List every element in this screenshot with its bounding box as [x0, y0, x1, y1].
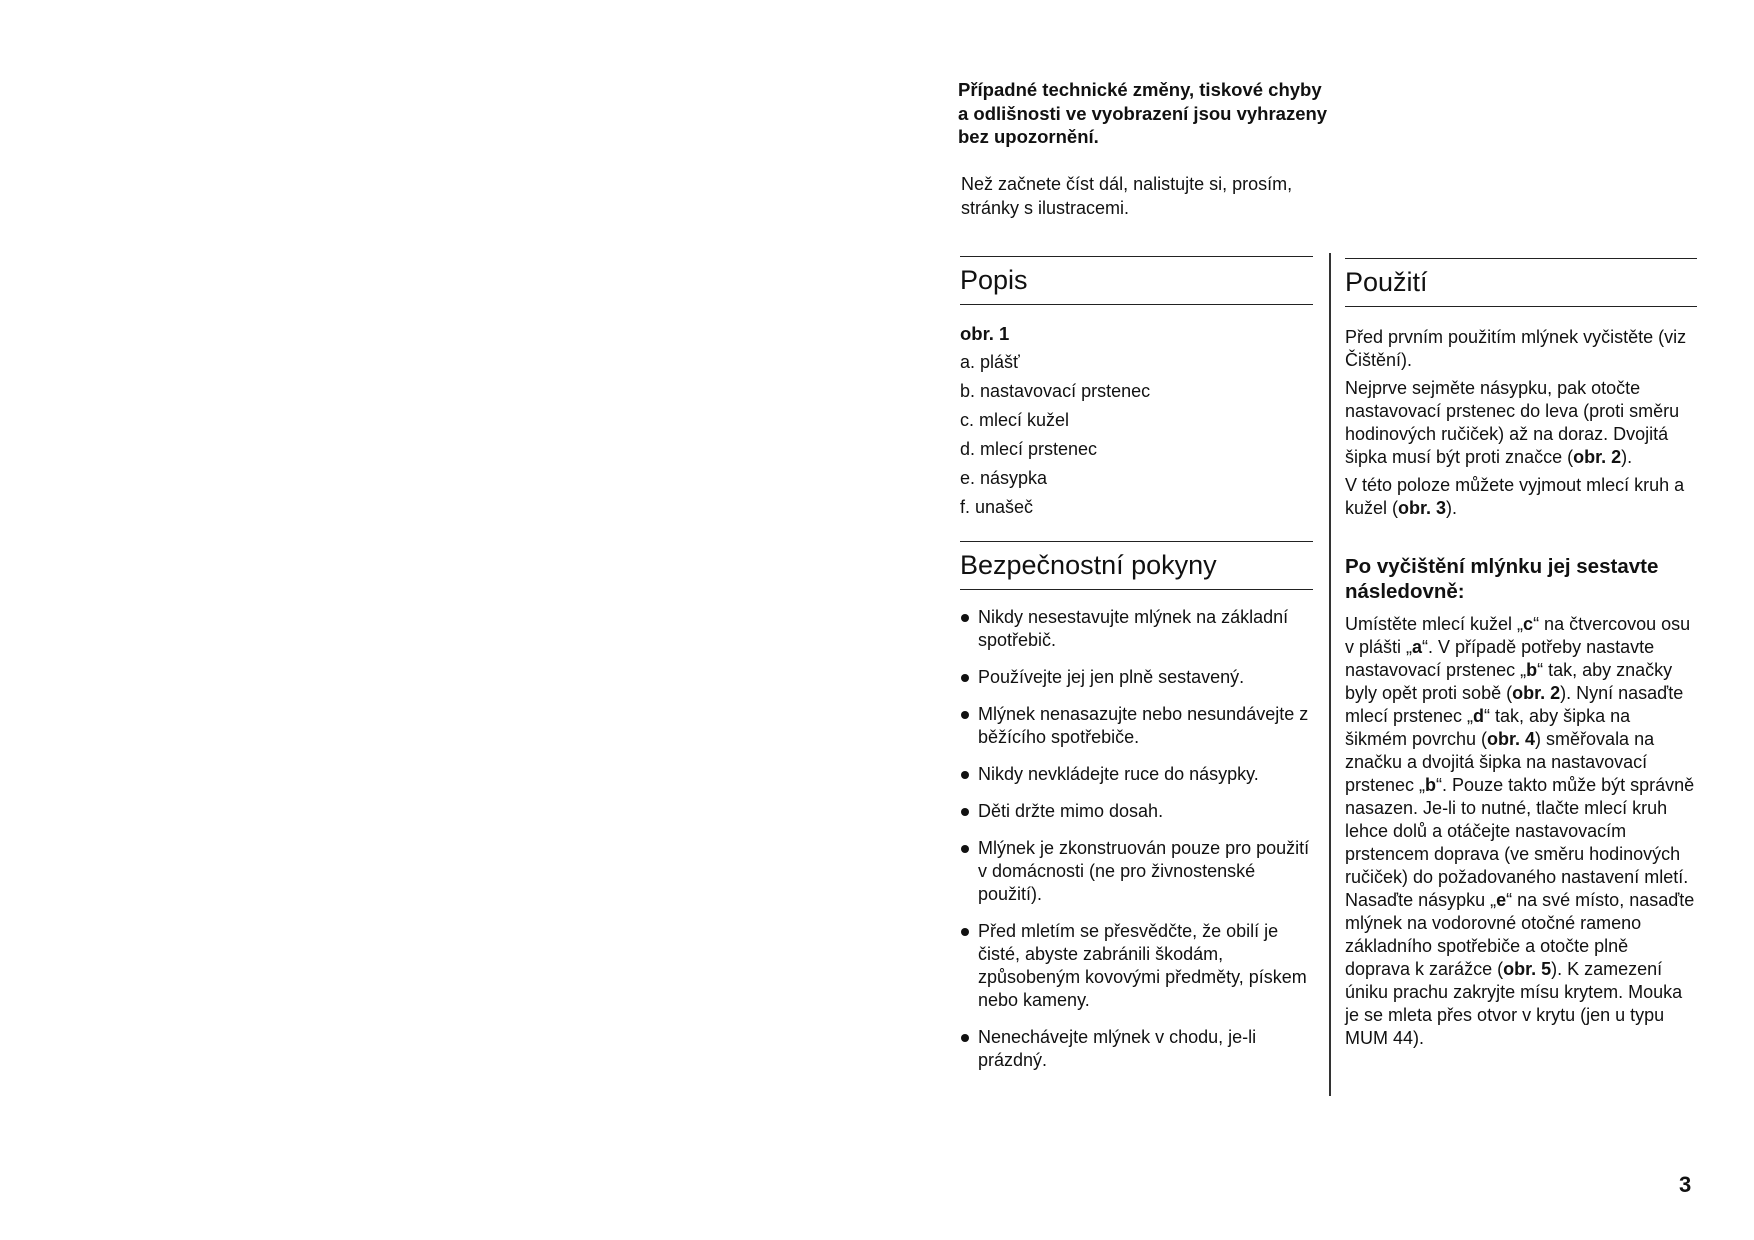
part-ref: e: [1496, 890, 1507, 910]
usage-paragraph-3: V této poloze můžete vyjmout mlecí kruh a kužel (obr. 3).: [1345, 475, 1685, 518]
figure-ref: obr. 5: [1503, 959, 1552, 979]
part-item: f. unašeč: [960, 497, 1034, 517]
right-column: [1345, 258, 1697, 1050]
safety-item-text: Mlýnek je zkonstruován pouze pro použití v domácnosti (ne pro živnostenské použití).: [978, 838, 1310, 904]
part-ref: d: [1473, 706, 1485, 726]
bullet-icon: [961, 808, 969, 816]
safety-item-text: Nikdy nesestavujte mlýnek na základní spotřebič.: [978, 607, 1289, 650]
part-item: c. mlecí kužel: [960, 410, 1070, 430]
part-ref: a: [1412, 637, 1423, 657]
bullet-icon: [961, 928, 969, 936]
bullet-icon: [961, 1034, 969, 1042]
usage-paragraph-2: Nejprve sejměte násypku, pak otočte nastavovací prstenec do leva (proti směru hodinových ručiček) až na doraz. Dvojitá šipka musí být proti značce (obr. 2).: [1345, 378, 1680, 467]
figure-ref: obr. 2: [1512, 683, 1561, 703]
part-ref: c: [1523, 614, 1534, 634]
usage-paragraph-1: Před prvním použitím mlýnek vyčistěte (viz Čištění).: [1345, 327, 1687, 370]
parts-list: [960, 351, 1313, 518]
safety-item: [960, 1026, 1313, 1072]
usage-heading: Použití: [1345, 258, 1697, 307]
part-item: a. plášť: [960, 352, 1020, 372]
bullet-icon: [961, 845, 969, 853]
safety-item: [960, 703, 1313, 749]
safety-item-text: Nikdy nevkládejte ruce do násypky.: [978, 764, 1259, 784]
disclaimer-text: Případné technické změny, tiskové chyby a odlišnosti ve vyobrazení jsou vyhrazeny bez upozornění.: [958, 79, 1328, 147]
column-divider: [1329, 253, 1331, 1096]
safety-item: [960, 800, 1313, 823]
part-item: b. nastavovací prstenec: [960, 381, 1151, 401]
bullet-icon: [961, 711, 969, 719]
safety-item: [960, 837, 1313, 906]
safety-item: [960, 920, 1313, 1012]
safety-heading: Bezpečnostní pokyny: [960, 541, 1313, 590]
part-ref: b: [1425, 775, 1437, 795]
part-ref: b: [1526, 660, 1538, 680]
figure-ref: obr. 4: [1487, 729, 1536, 749]
page-number: 3: [1679, 1172, 1692, 1197]
figure-ref: obr. 2: [1573, 447, 1622, 467]
assembly-paragraph: Umístěte mlecí kužel „c“ na čtvercovou osu v plášti „a“. V případě potřeby nastavte nastavovací prstenec „b“ tak, aby značky byly opět proti sobě (obr. 2). Nyní nasaďte mlecí prstenec „d“ tak, aby šipka na šikmém povrchu (obr. 4) směřovala na značku a dvojitá šipka na nastavovací prstenec „b“. Pouze takto může být správně nasazen. Je-li to nutné, tlačte mlecí kruh lehce dolů a otáčejte nastavovacím prstencem doprava (ve směru hodinových ručiček) do požadovaného nastavení mletí. Nasaďte násypku „e“ na své místo, nasaďte mlýnek na vodorovné otočné rameno základního spotřebiče a otočte plně doprava k zarážce (obr. 5). K zamezení úniku prachu zakryjte mísu krytem. Mouka je se mleta přes otvor v krytu (jen u typu MUM 44).: [1345, 614, 1695, 1048]
figure-label: obr. 1: [960, 323, 1010, 344]
safety-item: [960, 763, 1313, 786]
part-item: d. mlecí prstenec: [960, 439, 1098, 459]
safety-item-text: Mlýnek nenasazujte nebo nesundávejte z běžícího spotřebiče.: [978, 704, 1309, 747]
bullet-icon: [961, 674, 969, 682]
safety-item-text: Používejte jej jen plně sestavený.: [978, 667, 1245, 687]
safety-item-text: Nenechávejte mlýnek v chodu, je-li prázdný.: [978, 1027, 1257, 1070]
part-item: e. násypka: [960, 468, 1048, 488]
illustration-note: Než začnete číst dál, nalistujte si, prosím, stránky s ilustracemi.: [961, 174, 1293, 218]
assembly-heading: Po vyčištění mlýnku jej sestavte následovně:: [1345, 555, 1659, 603]
safety-item: [960, 666, 1313, 689]
popis-heading: Popis: [960, 256, 1313, 305]
safety-item-text: Děti držte mimo dosah.: [978, 801, 1164, 821]
bullet-icon: [961, 771, 969, 779]
figure-ref: obr. 3: [1398, 498, 1447, 518]
left-column: [960, 256, 1313, 1086]
bullet-icon: [961, 614, 969, 622]
safety-item: [960, 606, 1313, 652]
safety-list: [960, 606, 1313, 1072]
safety-item-text: Před mletím se přesvědčte, že obilí je čisté, abyste zabránili škodám, způsobeným kovovými předměty, pískem nebo kameny.: [978, 921, 1307, 1010]
